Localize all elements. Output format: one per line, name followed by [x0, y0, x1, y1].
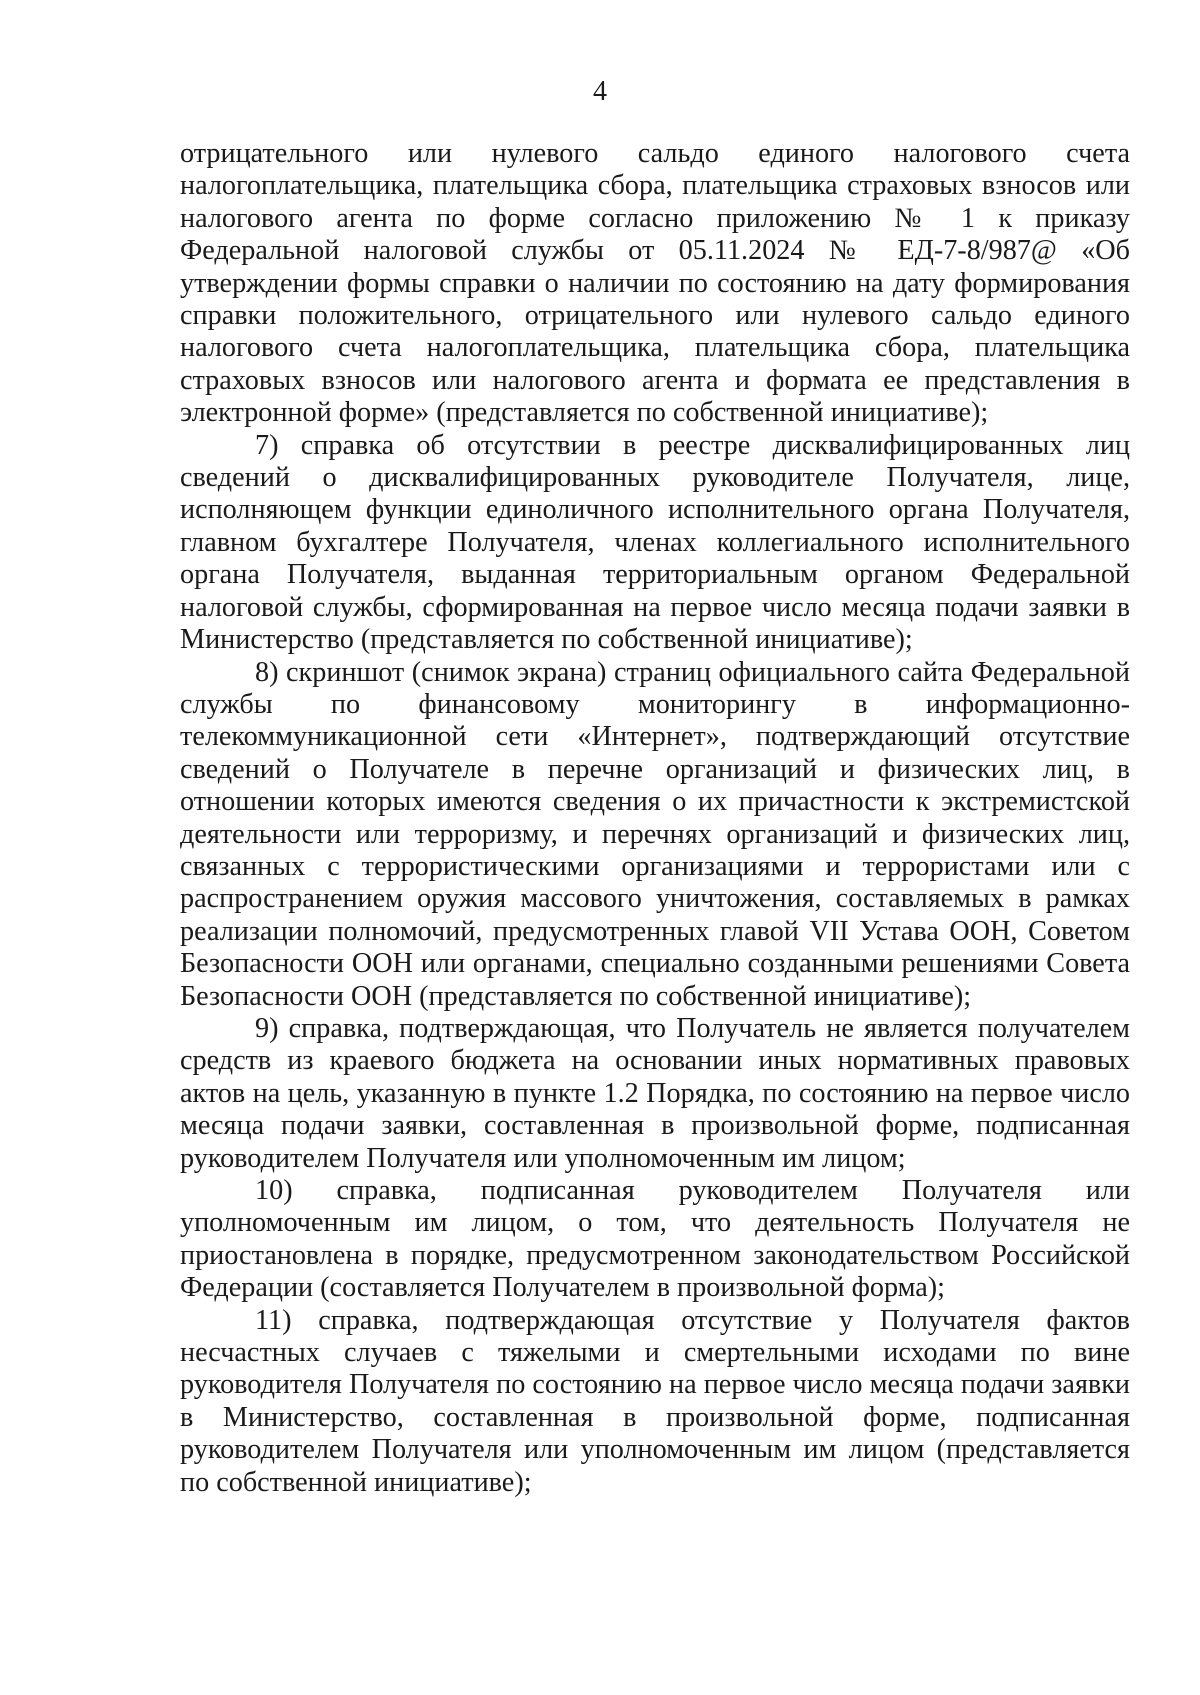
page-number: 4: [593, 76, 607, 107]
list-item-9: 9) справка, подтверждающая, что Получатель не является получателем средств из краевого бюджета на основании иных нормативных правовых актов на цель, указанную в пункте 1.2 Порядка, по состоянию на первое число месяца подачи заявки, составленная в произвольной форме, подписанная руководителем Получателя или уполномоченным им лицом;: [180, 1012, 1130, 1174]
list-item-7: 7) справка об отсутствии в реестре дисквалифицированных лиц сведений о дисквалифицированных руководителе Получателя, лице, исполняющем функции единоличного исполнительного органа Получателя, главном бухгалтере Получателя, членах коллегиального исполнительного органа Получателя, выданная территориальным органом Федеральной налоговой службы, сформированная на первое число месяца подачи заявки в Министерство (представляется по собственной инициативе);: [180, 429, 1130, 656]
paragraph-continuation: отрицательного или нулевого сальдо единого налогового счета налогоплательщика, плательщика сбора, плательщика страховых взносов или налогового агента по форме согласно приложению № 1 к приказу Федеральной налоговой службы от 05.11.2024 № ЕД-7-8/987@ «Об утверждении формы справки о наличии по состоянию на дату формирования справки положительного, отрицательного или нулевого сальдо единого налогового счета налогоплательщика, плательщика сбора, плательщика страховых взносов или налогового агента и формата ее представления в электронной форме» (представляется по собственной инициативе);: [180, 138, 1130, 429]
list-item-8: 8) скриншот (снимок экрана) страниц официального сайта Федеральной службы по финансовому мониторингу в информационно-телекоммуникационной сети «Интернет», подтверждающий отсутствие сведений о Получателе в перечне организаций и физических лиц, в отношении которых имеются сведения о их причастности к экстремистской деятельности или терроризму, и перечнях организаций и физических лиц, связанных с террористическими организациями и террористами или с распространением оружия массового уничтожения, составляемых в рамках реализации полномочий, предусмотренных главой VII Устава ООН, Советом Безопасности ООН или органами, специально созданными решениями Совета Безопасности ООН (представляется по собственной инициативе);: [180, 656, 1130, 1012]
list-item-10: 10) справка, подписанная руководителем Получателя или уполномоченным им лицом, о том, что деятельность Получателя не приостановлена в порядке, предусмотренном законодательством Российской Федерации (составляется Получателем в произвольной форма);: [180, 1175, 1130, 1304]
list-item-11: 11) справка, подтверждающая отсутствие у Получателя фактов несчастных случаев с тяжелыми и смертельными исходами по вине руководителя Получателя по состоянию на первое число месяца подачи заявки в Министерство, составленная в произвольной форме, подписанная руководителем Получателя или уполномоченным им лицом (представляется по собственной инициативе);: [180, 1304, 1130, 1498]
document-body: [180, 138, 1130, 1499]
